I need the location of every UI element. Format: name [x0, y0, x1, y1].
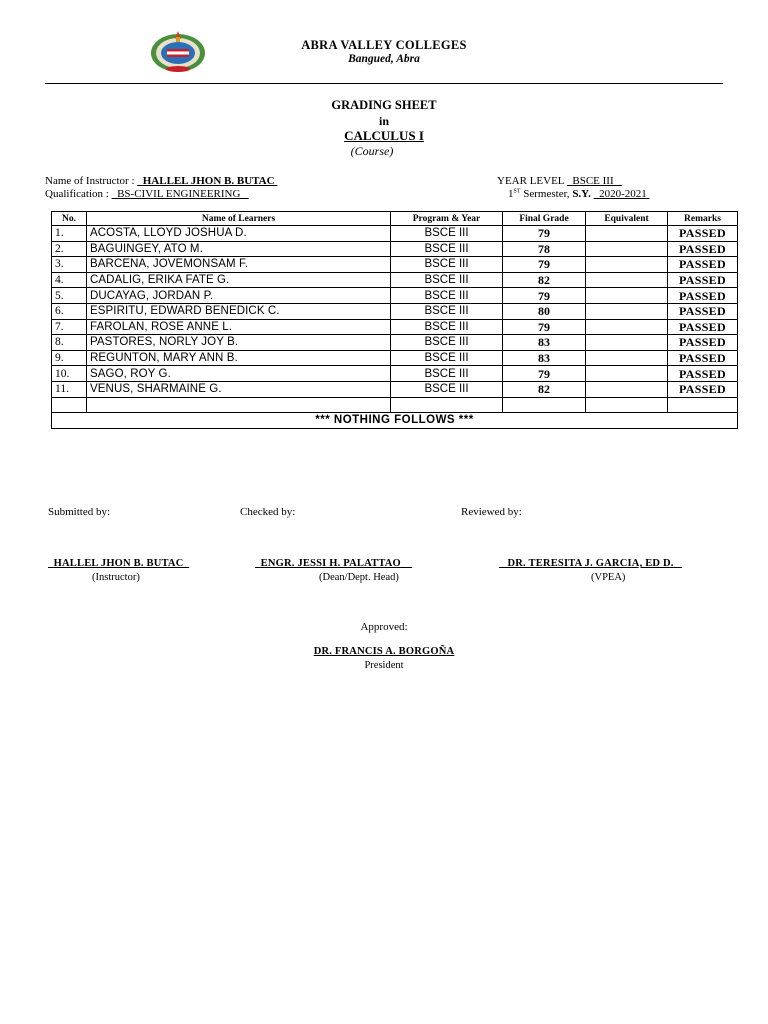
final-grade: 78	[503, 241, 586, 257]
empty-cell	[586, 397, 668, 413]
reviewed-by-role: (VPEA)	[591, 572, 626, 583]
learner-name: DUCAYAG, JORDAN P.	[87, 288, 391, 304]
school-name: ABRA VALLEY COLLEGES	[301, 38, 467, 52]
learner-name: CADALIG, ERIKA FATE G.	[87, 272, 391, 288]
semester-label: Sermester,	[523, 188, 570, 200]
table-row-empty	[52, 397, 738, 413]
empty-cell	[391, 397, 503, 413]
learner-name: FAROLAN, ROSE ANNE L.	[87, 319, 391, 335]
learner-name: BARCENA, JOVEMONSAM F.	[87, 257, 391, 273]
year-level-line	[497, 175, 622, 187]
remarks: PASSED	[668, 381, 738, 397]
program-year: BSCE III	[391, 381, 503, 397]
course-caption: (Course)	[350, 144, 394, 158]
equivalent	[586, 272, 668, 288]
remarks: PASSED	[668, 257, 738, 273]
remarks: PASSED	[668, 272, 738, 288]
learner-name: ACOSTA, LLOYD JOSHUA D.	[87, 226, 391, 242]
remarks: PASSED	[668, 366, 738, 382]
row-number: 7.	[52, 319, 87, 335]
semester-line	[508, 188, 650, 200]
learner-name: VENUS, SHARMAINE G.	[87, 381, 391, 397]
remarks: PASSED	[668, 241, 738, 257]
final-grade: 83	[503, 335, 586, 351]
header-no: No.	[52, 212, 87, 226]
learner-name: ESPIRITU, EDWARD BENEDICK C.	[87, 303, 391, 319]
equivalent	[586, 288, 668, 304]
school-location: Bangued, Abra	[348, 53, 420, 65]
final-grade: 79	[503, 366, 586, 382]
equivalent	[586, 350, 668, 366]
final-grade: 82	[503, 272, 586, 288]
program-year: BSCE III	[391, 350, 503, 366]
year-level-label: YEAR LEVEL	[497, 175, 565, 187]
qualification-line	[45, 188, 249, 200]
sy-value: 2020-2021	[599, 188, 647, 200]
nothing-follows: *** NOTHING FOLLOWS ***	[52, 413, 738, 429]
final-grade: 79	[503, 226, 586, 242]
header-name: Name of Learners	[87, 212, 391, 226]
table-row	[52, 319, 738, 335]
program-year: BSCE III	[391, 335, 503, 351]
checked-by-label: Checked by:	[240, 506, 296, 518]
submitted-by-role: (Instructor)	[92, 572, 140, 583]
remarks: PASSED	[668, 288, 738, 304]
approved-by-role: President	[364, 660, 404, 671]
remarks: PASSED	[668, 335, 738, 351]
table-row	[52, 303, 738, 319]
learner-name: PASTORES, NORLY JOY B.	[87, 335, 391, 351]
header-remarks: Remarks	[668, 212, 738, 226]
equivalent	[586, 257, 668, 273]
reviewed-by-name: DR. TERESITA J. GARCIA, ED D.	[507, 558, 674, 569]
final-grade: 83	[503, 350, 586, 366]
equivalent	[586, 226, 668, 242]
remarks: PASSED	[668, 319, 738, 335]
row-number: 1.	[52, 226, 87, 242]
semester-suffix: ST	[513, 188, 521, 195]
qualification-value: BS-CIVIL ENGINEERING	[117, 188, 241, 200]
header-final-grade: Final Grade	[503, 212, 586, 226]
table-row	[52, 272, 738, 288]
table-row	[52, 381, 738, 397]
row-number: 11.	[52, 381, 87, 397]
header-program: Program & Year	[391, 212, 503, 226]
course-name: CALCULUS I	[344, 128, 424, 143]
equivalent	[586, 303, 668, 319]
row-number: 2.	[52, 241, 87, 257]
submitted-by-name: HALLEL JHON B. BUTAC	[53, 558, 184, 569]
table-row	[52, 335, 738, 351]
learner-name: BAGUINGEY, ATO M.	[87, 241, 391, 257]
table-row	[52, 241, 738, 257]
program-year: BSCE III	[391, 272, 503, 288]
program-year: BSCE III	[391, 288, 503, 304]
document-title: GRADING SHEET	[331, 98, 437, 112]
remarks: PASSED	[668, 350, 738, 366]
table-row	[52, 366, 738, 382]
learner-name: SAGO, ROY G.	[87, 366, 391, 382]
remarks: PASSED	[668, 303, 738, 319]
row-number: 3.	[52, 257, 87, 273]
final-grade: 82	[503, 381, 586, 397]
final-grade: 80	[503, 303, 586, 319]
empty-cell	[668, 397, 738, 413]
checked-by-role: (Dean/Dept. Head)	[319, 572, 399, 583]
equivalent	[586, 366, 668, 382]
submitted-by-label: Submitted by:	[48, 506, 111, 518]
row-number: 6.	[52, 303, 87, 319]
empty-cell	[87, 397, 391, 413]
approved-label: Approved:	[360, 621, 408, 633]
header-equivalent: Equivalent	[586, 212, 668, 226]
grades-table	[51, 211, 738, 429]
remarks: PASSED	[668, 226, 738, 242]
header-divider	[45, 83, 723, 84]
empty-cell	[52, 397, 87, 413]
equivalent	[586, 381, 668, 397]
table-footer-row	[52, 413, 738, 429]
row-number: 4.	[52, 272, 87, 288]
checked-by-name: ENGR. JESSI H. PALATTAO	[260, 558, 401, 569]
program-year: BSCE III	[391, 319, 503, 335]
row-number: 8.	[52, 335, 87, 351]
equivalent	[586, 319, 668, 335]
document-title-in: in	[378, 114, 389, 128]
final-grade: 79	[503, 319, 586, 335]
semester-ordinal: 1	[508, 188, 514, 200]
learner-name: REGUNTON, MARY ANN B.	[87, 350, 391, 366]
row-number: 5.	[52, 288, 87, 304]
sy-label: S.Y.	[572, 188, 591, 200]
reviewed-by-label: Reviewed by:	[461, 506, 522, 518]
program-year: BSCE III	[391, 366, 503, 382]
final-grade: 79	[503, 257, 586, 273]
table-row	[52, 226, 738, 242]
year-level-value: BSCE III	[572, 175, 614, 187]
table-row	[52, 288, 738, 304]
table-row	[52, 350, 738, 366]
instructor-name: HALLEL JHON B. BUTAC	[142, 175, 275, 187]
qualification-label: Qualification :	[45, 188, 109, 200]
program-year: BSCE III	[391, 241, 503, 257]
program-year: BSCE III	[391, 257, 503, 273]
empty-cell	[503, 397, 586, 413]
approved-by-name: DR. FRANCIS A. BORGOÑA	[313, 646, 455, 657]
row-number: 10.	[52, 366, 87, 382]
row-number: 9.	[52, 350, 87, 366]
equivalent	[586, 241, 668, 257]
program-year: BSCE III	[391, 226, 503, 242]
table-header-row	[52, 212, 738, 226]
program-year: BSCE III	[391, 303, 503, 319]
equivalent	[586, 335, 668, 351]
final-grade: 79	[503, 288, 586, 304]
instructor-label: Name of Instructor :	[45, 175, 135, 187]
instructor-line	[45, 175, 277, 187]
table-row	[52, 257, 738, 273]
